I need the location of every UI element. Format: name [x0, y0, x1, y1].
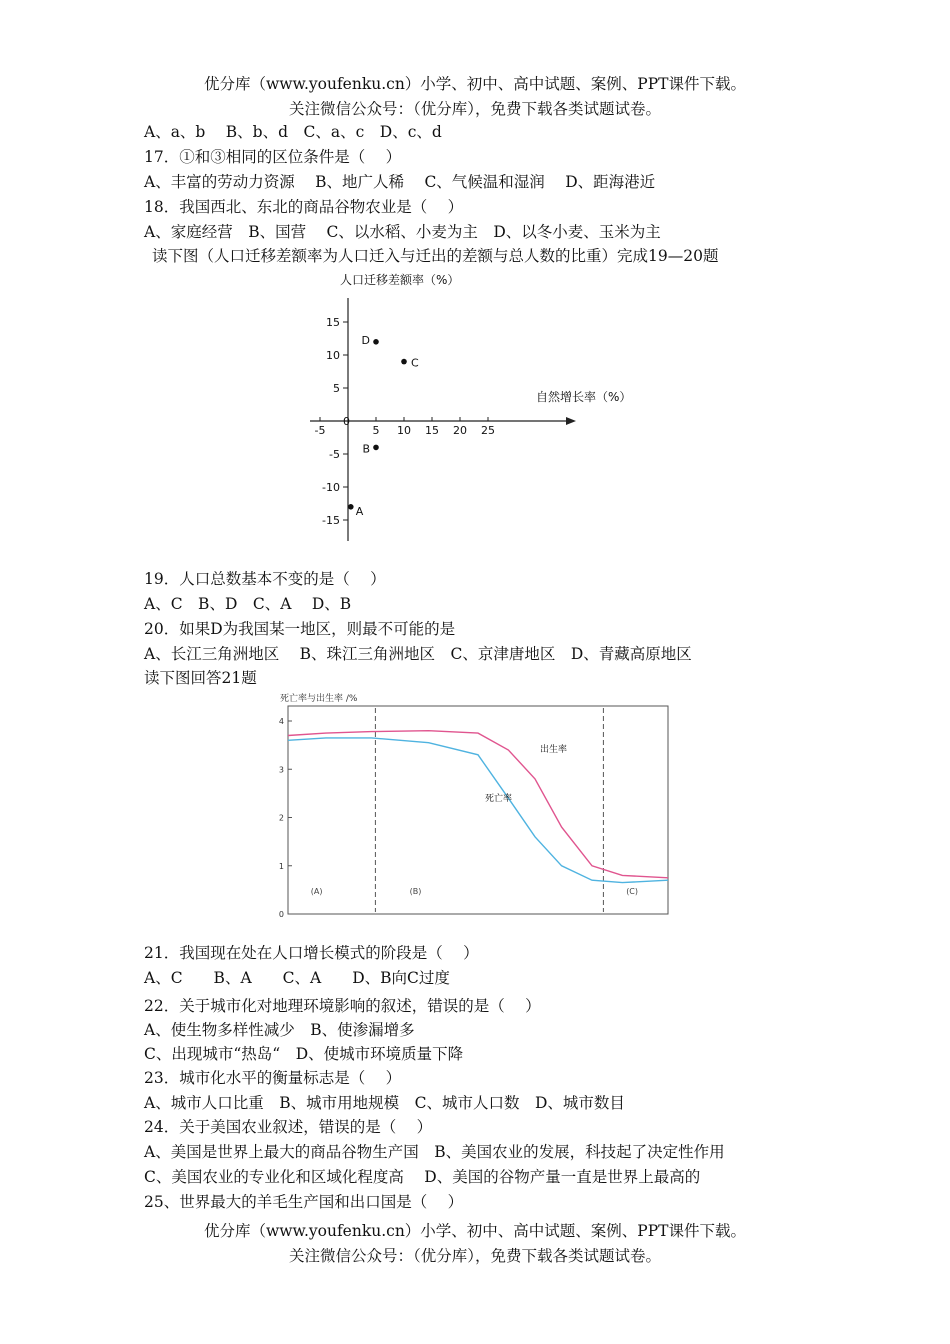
scatter-x-tick-label: 15: [425, 424, 439, 437]
stage-label: (B): [409, 887, 422, 896]
scatter-y-tick-label: -10: [322, 481, 340, 494]
scatter-x-tick-label: -5: [314, 424, 326, 437]
q23-options: A、城市人口比重 B、城市用地规模 C、城市人口数 D、城市数目: [144, 1094, 625, 1112]
scatter-xlabel: 自然增长率（%）: [536, 390, 632, 404]
q24-options-1: A、美国是世界上最大的商品谷物生产国 B、美国农业的发展，科技起了决定性作用: [144, 1143, 725, 1161]
footer-line-2: 关注微信公众号：（优分库），免费下载各类试题试卷。: [288, 1247, 661, 1265]
q19-options: A、C B、D C、A D、B: [144, 595, 352, 613]
birth-death-rate-chart: [272, 690, 672, 918]
q18-stem: 18．我国西北、东北的商品谷物农业是（ ）: [144, 198, 464, 216]
scatter-y-tick-label: -15: [322, 514, 340, 527]
scatter-x-arrow: [566, 417, 576, 425]
header-line-2: 关注微信公众号：（优分库），免费下载各类试题试卷。: [288, 100, 661, 118]
q20-options: A、长江三角洲地区 B、珠江三角洲地区 C、京津唐地区 D、青藏高原地区: [144, 645, 692, 663]
q21-stem: 21．我国现在处在人口增长模式的阶段是（ ）: [144, 944, 479, 962]
migration-scatter-chart: [300, 268, 660, 548]
q19-stem: 19．人口总数基本不变的是（ ）: [144, 570, 386, 588]
q22-options-1: A、使生物多样性减少 B、使渗漏增多: [144, 1021, 415, 1039]
line-chart-title: 死亡率与出生率 /%: [280, 694, 358, 704]
scatter-y-tick-label: 15: [326, 316, 340, 329]
line-chart-y-tick-label: 2: [278, 813, 284, 823]
line-chart-y-tick-label: 0: [278, 910, 284, 918]
q24-stem: 24．关于美国农业叙述，错误的是（ ）: [144, 1118, 433, 1136]
scatter-point-label: C: [411, 356, 419, 370]
scatter-y-tick-label: -5: [329, 448, 340, 461]
scatter-origin-label: 0: [343, 415, 350, 428]
scatter-ylabel: 人口迁移差额率（%）: [340, 273, 460, 287]
q23-stem: 23．城市化水平的衡量标志是（ ）: [144, 1069, 402, 1087]
q17-stem: 17．①和③相同的区位条件是（ ）: [144, 148, 402, 166]
scatter-point-c: [401, 359, 407, 365]
scatter-point-a: [348, 504, 354, 510]
intro-19-20: 读下图（人口迁移差额率为人口迁入与迁出的差额与总人数的比重）完成19—20题: [152, 247, 719, 265]
scatter-x-tick-label: 20: [453, 424, 467, 437]
q22-stem: 22．关于城市化对地理环境影响的叙述，错误的是（ ）: [144, 997, 541, 1015]
scatter-point-label: B: [362, 442, 370, 456]
q16-options: A、a、b B、b、d C、a、c D、c、d: [144, 123, 442, 141]
q17-options: A、丰富的劳动力资源 B、地广人稀 C、气候温和湿润 D、距海港近: [144, 173, 656, 191]
scatter-point-b: [373, 445, 379, 451]
intro-21: 读下图回答21题: [144, 669, 257, 687]
scatter-point-d: [373, 339, 379, 345]
line-chart-y-tick-label: 3: [278, 765, 284, 775]
scatter-y-tick-label: 10: [326, 349, 340, 362]
q25-stem: 25、世界最大的羊毛生产国和出口国是（ ）: [144, 1193, 464, 1211]
scatter-point-label: A: [355, 504, 364, 518]
stage-label: (C): [626, 887, 639, 896]
death-rate-label: 死亡率: [485, 794, 513, 804]
birth-rate-label: 出生率: [540, 745, 568, 755]
scatter-x-tick-label: 10: [397, 424, 411, 437]
stage-label: (A): [310, 887, 323, 896]
q22-options-2: C、出现城市“热岛“ D、使城市环境质量下降: [144, 1045, 464, 1063]
line-chart-y-tick-label: 1: [278, 861, 284, 871]
header-line-1: 优分库（www.youfenku.cn）小学、初中、高中试题、案例、PPT课件下载。: [203, 75, 747, 93]
footer-line-1: 优分库（www.youfenku.cn）小学、初中、高中试题、案例、PPT课件下载。: [203, 1222, 747, 1240]
q18-options: A、家庭经营 B、国营 C、以水稻、小麦为主 D、以冬小麦、玉米为主: [144, 223, 661, 241]
q21-options: A、C B、A C、A D、B向C过度: [144, 969, 450, 987]
scatter-x-tick-label: 5: [372, 424, 380, 437]
scatter-point-label: D: [361, 333, 370, 347]
scatter-y-tick-label: 5: [333, 382, 340, 395]
q20-stem: 20．如果D为我国某一地区，则最不可能的是: [144, 620, 456, 638]
q24-options-2: C、美国农业的专业化和区域化程度高 D、美国的谷物产量一直是世界上最高的: [144, 1168, 701, 1186]
scatter-x-tick-label: 25: [481, 424, 495, 437]
line-chart-y-tick-label: 4: [278, 717, 284, 726]
